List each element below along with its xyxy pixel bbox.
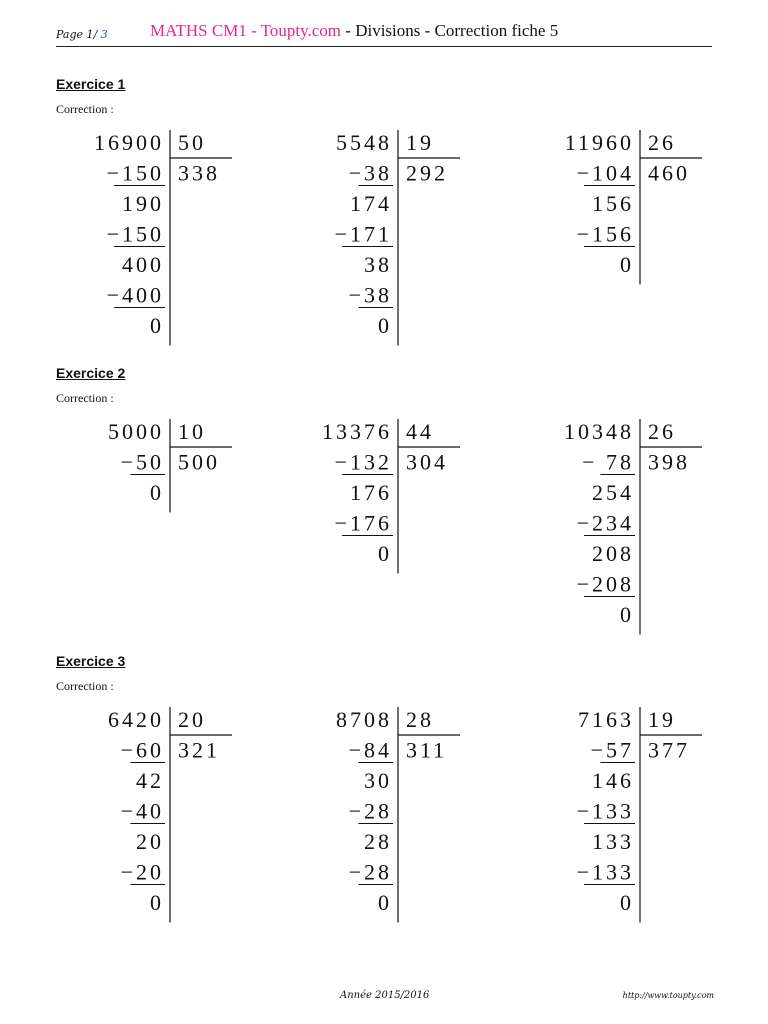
subtraction-step: −150	[106, 160, 164, 186]
remainder-step: 133	[592, 829, 634, 854]
quotient: 377	[648, 737, 690, 763]
quotient: 398	[648, 449, 690, 475]
quotient: 321	[178, 737, 220, 763]
footer-url: http://www.toupty.com	[622, 991, 714, 1000]
correction-label: Correction :	[56, 391, 114, 405]
subtraction-step: −60	[120, 737, 164, 763]
long-division	[520, 417, 710, 639]
long-division	[292, 705, 482, 927]
division-figure	[58, 417, 248, 517]
remainder-step: 0	[378, 890, 392, 915]
dividend: 7163	[578, 707, 634, 732]
subtraction-step: −84	[348, 737, 392, 763]
exercise-heading: Exercice 2	[56, 365, 126, 381]
document-title	[150, 21, 558, 41]
subtraction-step: − 78	[582, 449, 634, 475]
remainder-step: 0	[150, 890, 164, 915]
long-division	[520, 128, 710, 289]
quotient: 500	[178, 449, 220, 475]
division-figure	[292, 128, 482, 350]
subtraction-step: −40	[120, 798, 164, 824]
exercise-heading: Exercice 3	[56, 653, 126, 669]
subtraction-step: −171	[334, 221, 392, 247]
remainder-step: 20	[136, 829, 164, 854]
footer-year: Année 2015/2016	[340, 990, 430, 1001]
dividend: 16900	[94, 130, 164, 155]
long-division	[520, 705, 710, 927]
quotient: 292	[406, 160, 448, 186]
subtraction-step: −156	[576, 221, 634, 247]
subtraction-step: −57	[590, 737, 634, 763]
title-subject: - Divisions - Correction fiche 5	[341, 21, 559, 40]
division-figure	[58, 128, 248, 350]
subtraction-step: −150	[106, 221, 164, 247]
remainder-step: 400	[122, 252, 164, 277]
division-figure	[292, 417, 482, 578]
remainder-step: 156	[592, 191, 634, 216]
dividend: 5000	[108, 419, 164, 444]
subtraction-step: −133	[576, 859, 634, 885]
dividend: 8708	[336, 707, 392, 732]
subtraction-step: −132	[334, 449, 392, 475]
remainder-step: 0	[620, 252, 634, 277]
quotient: 338	[178, 160, 220, 186]
divisor: 20	[178, 707, 206, 732]
remainder-step: 30	[364, 768, 392, 793]
long-division	[58, 417, 248, 517]
remainder-step: 146	[592, 768, 634, 793]
dividend: 11960	[564, 130, 634, 155]
page-total: 3	[100, 28, 108, 41]
correction-label: Correction :	[56, 679, 114, 693]
subtraction-step: −234	[576, 510, 634, 536]
quotient: 304	[406, 449, 448, 475]
remainder-step: 0	[620, 602, 634, 627]
subtraction-step: −28	[348, 798, 392, 824]
divisor: 44	[406, 419, 434, 444]
subtraction-step: −104	[576, 160, 634, 186]
remainder-step: 0	[378, 313, 392, 338]
long-division	[58, 705, 248, 927]
divisor: 19	[648, 707, 676, 732]
divisor: 28	[406, 707, 434, 732]
subtraction-step: −28	[348, 859, 392, 885]
dividend: 10348	[564, 419, 634, 444]
dividend: 13376	[322, 419, 392, 444]
divisor: 26	[648, 419, 676, 444]
remainder-step: 38	[364, 252, 392, 277]
division-figure	[520, 705, 710, 927]
remainder-step: 0	[378, 541, 392, 566]
quotient: 460	[648, 160, 690, 186]
divisor: 10	[178, 419, 206, 444]
subtraction-step: −400	[106, 282, 164, 308]
remainder-step: 0	[150, 313, 164, 338]
remainder-step: 174	[350, 191, 392, 216]
subtraction-step: −133	[576, 798, 634, 824]
remainder-step: 208	[592, 541, 634, 566]
remainder-step: 0	[150, 480, 164, 505]
dividend: 5548	[336, 130, 392, 155]
division-figure	[520, 417, 710, 639]
quotient: 311	[406, 737, 448, 763]
division-figure	[58, 705, 248, 927]
page-header	[56, 20, 712, 47]
subtraction-step: −208	[576, 571, 634, 597]
subtraction-step: −176	[334, 510, 392, 536]
page-label: Page 1/	[56, 28, 98, 41]
long-division	[292, 417, 482, 578]
exercise-heading: Exercice 1	[56, 76, 126, 92]
subtraction-step: −50	[120, 449, 164, 475]
dividend: 6420	[108, 707, 164, 732]
divisor: 26	[648, 130, 676, 155]
long-division	[292, 128, 482, 350]
divisor: 19	[406, 130, 434, 155]
remainder-step: 176	[350, 480, 392, 505]
remainder-step: 190	[122, 191, 164, 216]
remainder-step: 254	[592, 480, 634, 505]
title-brand: MATHS CM1 - Toupty.com	[150, 21, 342, 40]
division-figure	[520, 128, 710, 289]
page-number	[56, 28, 108, 41]
subtraction-step: −38	[348, 282, 392, 308]
divisor: 50	[178, 130, 206, 155]
subtraction-step: −20	[120, 859, 164, 885]
remainder-step: 0	[620, 890, 634, 915]
division-figure	[292, 705, 482, 927]
long-division	[58, 128, 248, 350]
remainder-step: 42	[136, 768, 164, 793]
subtraction-step: −38	[348, 160, 392, 186]
remainder-step: 28	[364, 829, 392, 854]
correction-label: Correction :	[56, 102, 114, 116]
